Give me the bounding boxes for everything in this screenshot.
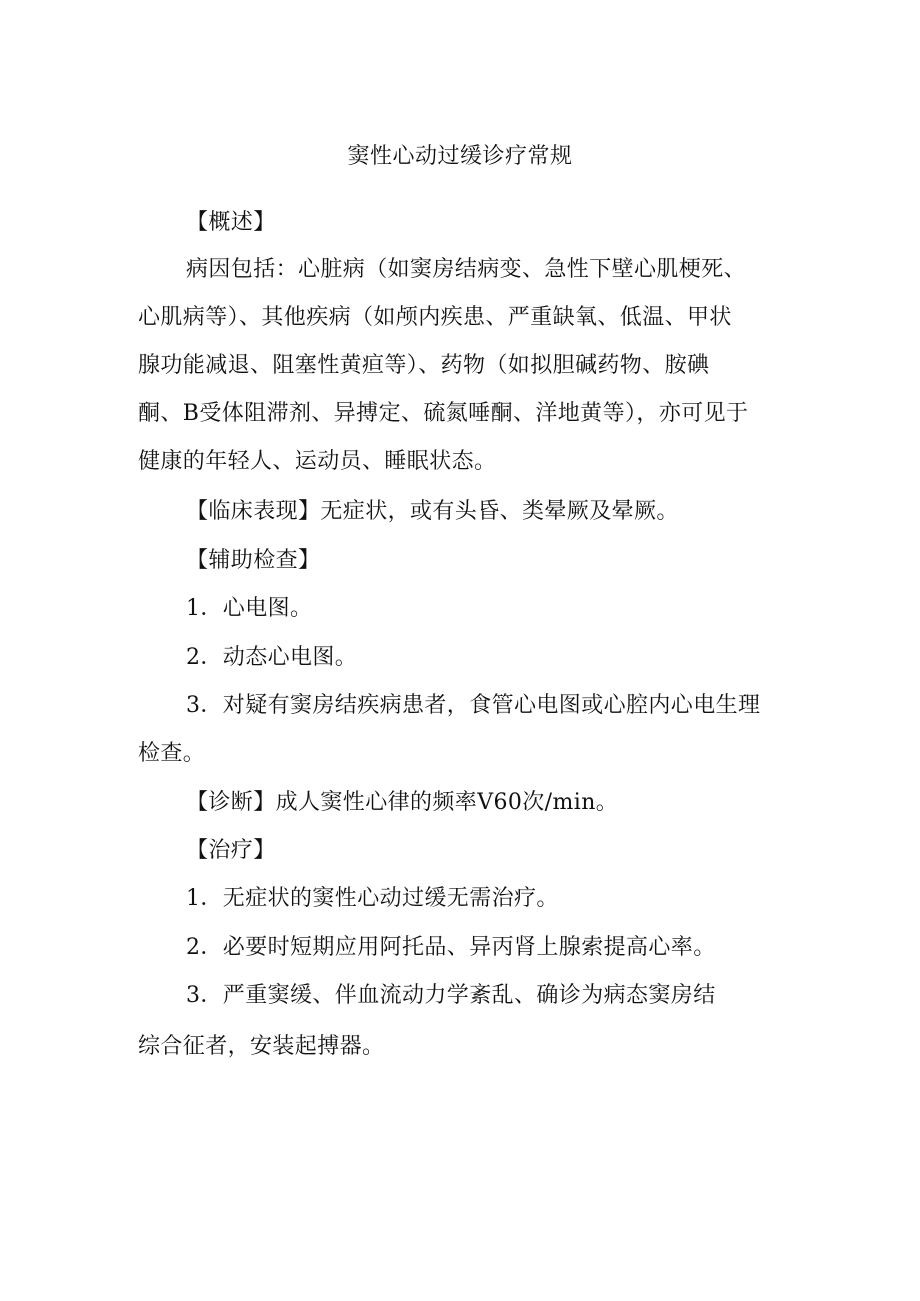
etiology-line-5: 健康的年轻人、运动员、睡眠状态。	[138, 449, 497, 474]
etiology-line-1: 病因包括：心脏病（如窦房结病变、急性下壁心肌梗死、	[186, 257, 747, 282]
aux-item-3-continued: 检查。	[138, 741, 206, 766]
aux-item-2: 2．动态心电图。	[186, 645, 358, 670]
treatment-item-1: 1．无症状的窦性心动过缓无需治疗。	[186, 886, 559, 911]
overview-heading: 【概述】	[186, 210, 276, 235]
aux-item-1: 1．心电图。	[186, 596, 313, 621]
etiology-line-3: 腺功能减退、阻塞性黄疸等）、药物（如拟胆碱药物、胺碘	[138, 353, 710, 378]
treatment-item-3: 3．严重窦缓、伴血流动力学紊乱、确诊为病态窦房结	[186, 983, 716, 1008]
aux-exam-heading: 【辅助检查】	[186, 548, 321, 573]
clinical-manifestation: 【临床表现】无症状，或有头昏、类晕厥及晕厥。	[186, 499, 679, 524]
treatment-item-3-continued: 综合征者，安装起搏器。	[138, 1034, 385, 1059]
treatment-item-2: 2．必要时短期应用阿托品、异丙肾上腺索提高心率。	[186, 935, 716, 960]
diagnosis-line: 【诊断】成人窦性心律的频率V60次/min。	[186, 790, 619, 815]
etiology-line-4: 酮、B受体阻滞剂、异搏定、硫氮唾酮、洋地黄等），亦可见于	[138, 401, 749, 426]
document-title: 窦性心动过缓诊疗常规	[347, 144, 573, 169]
treatment-heading: 【治疗】	[186, 838, 276, 863]
etiology-line-2: 心肌病等）、其他疾病（如颅内疾患、严重缺氧、低温、甲状	[138, 305, 732, 330]
aux-item-3: 3．对疑有窦房结疾病患者，食管心电图或心腔内心电生理	[186, 693, 761, 718]
